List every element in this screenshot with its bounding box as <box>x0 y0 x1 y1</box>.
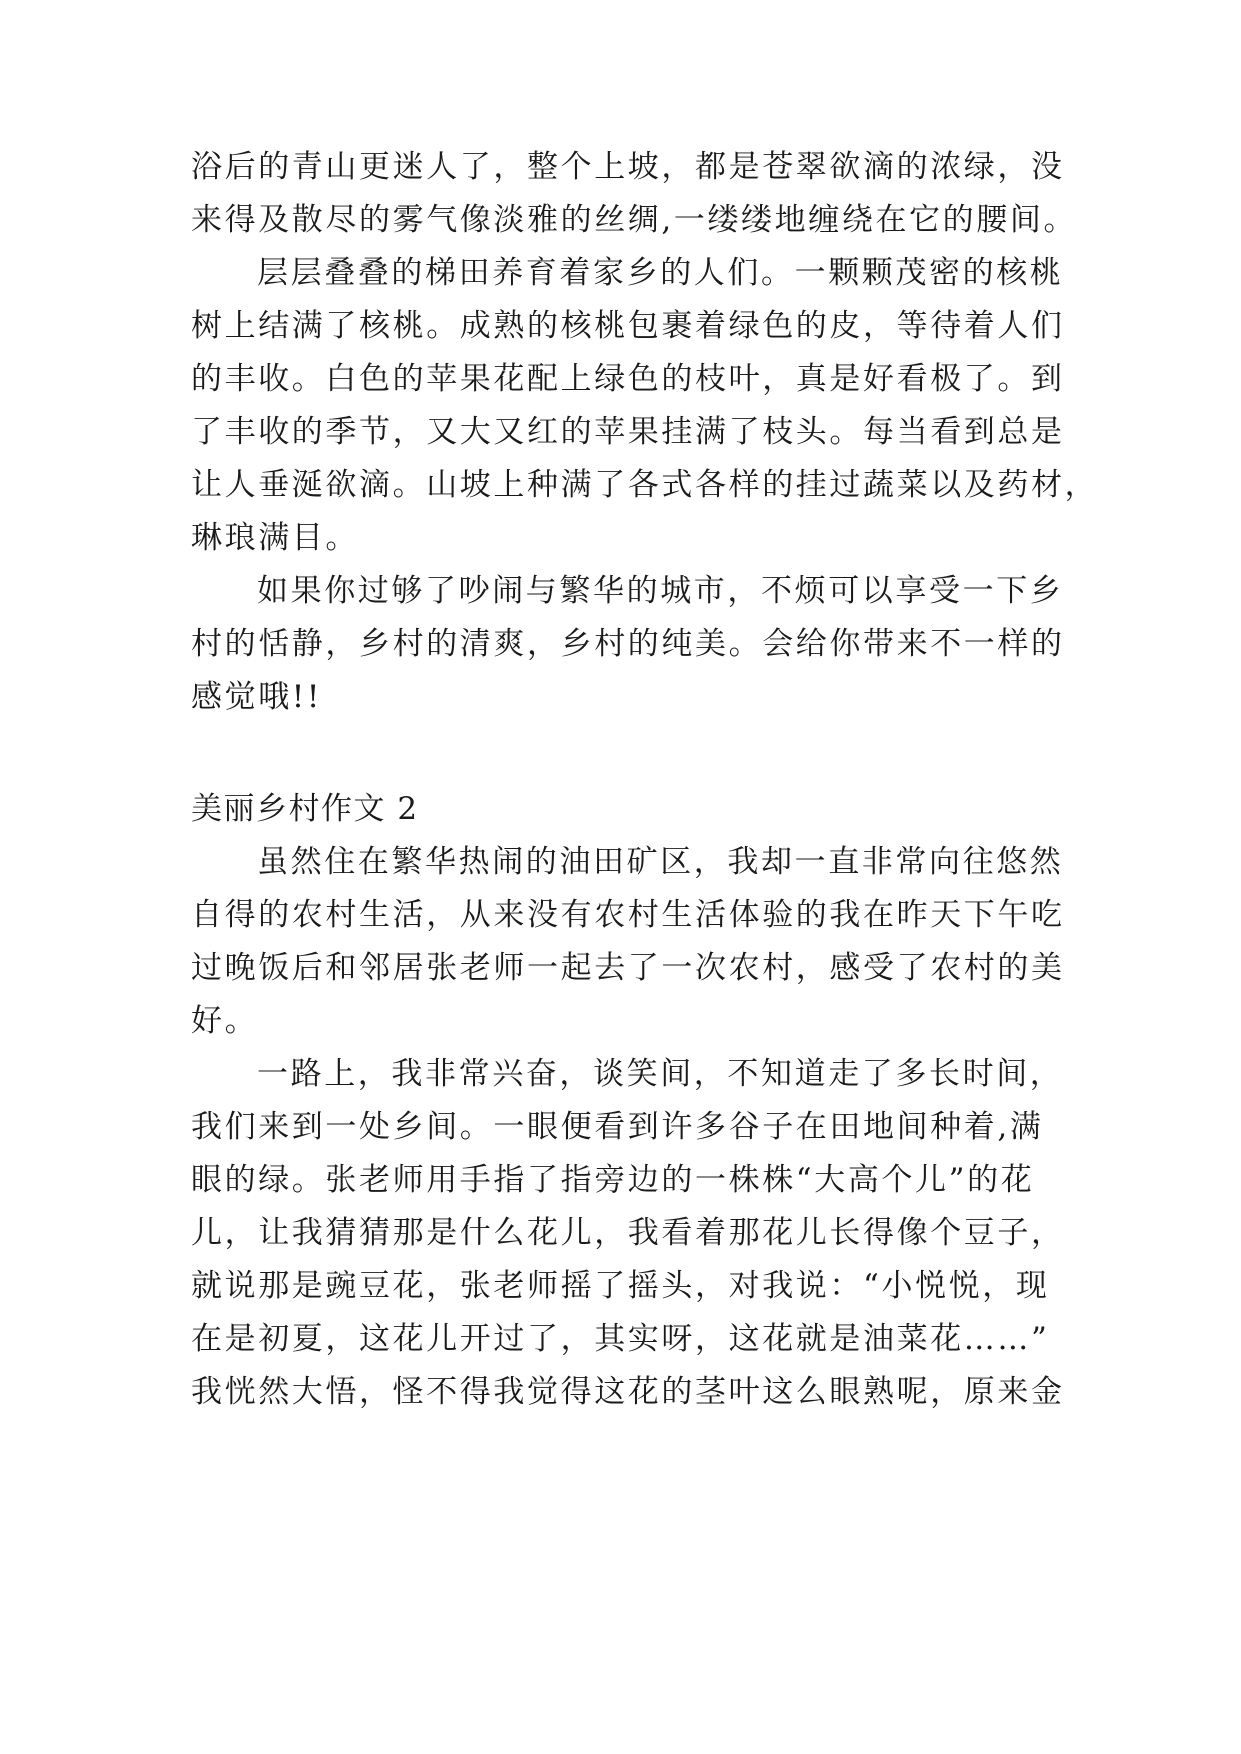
text-line: 感觉哦!! <box>191 679 322 715</box>
paragraph-start-line: 一路上，我非常兴奋，谈笑间，不知道走了多长时间， <box>257 1056 1064 1092</box>
text-line: 浴后的青山更迷人了，整个上坡，都是苍翠欲滴的浓绿，没 <box>191 149 1065 185</box>
text-line: 儿，让我猜猜那是什么花儿，我看着那花儿长得像个豆子， <box>191 1215 1065 1251</box>
paragraph-start-line: 层层叠叠的梯田养育着家乡的人们。一颗颗茂密的核桃 <box>257 255 1064 291</box>
text-line: 我恍然大悟，怪不得我觉得这花的茎叶这么眼熟呢，原来金 <box>191 1374 1065 1410</box>
paragraph-start-line: 虽然住在繁华热闹的油田矿区，我却一直非常向往悠然 <box>257 844 1064 880</box>
text-line: 的丰收。白色的苹果花配上绿色的枝叶，真是好看极了。到 <box>191 361 1065 397</box>
text-line: 就说那是豌豆花，张老师摇了摇头，对我说：“小悦悦，现 <box>191 1268 1050 1304</box>
text-line: 眼的绿。张老师用手指了指旁边的一株株“大高个儿”的花 <box>191 1162 1035 1198</box>
section-heading: 美丽乡村作文 2 <box>191 791 419 827</box>
text-line: 了丰收的季节，又大又红的苹果挂满了枝头。每当看到总是 <box>191 414 1065 450</box>
text-line: 在是初夏，这花儿开过了，其实呀，这花就是油菜花……” <box>191 1321 1050 1357</box>
paragraph-start-line: 如果你过够了吵闹与繁华的城市，不烦可以享受一下乡 <box>257 573 1064 609</box>
text-line: 我们来到一处乡间。一眼便看到许多谷子在田地间种着,满 <box>191 1109 1044 1145</box>
text-line: 琳琅满目。 <box>191 520 359 556</box>
text-line: 村的恬静，乡村的清爽，乡村的纯美。会给你带来不一样的 <box>191 626 1065 662</box>
text-line: 让人垂涎欲滴。山坡上种满了各式各样的挂过蔬菜以及药材， <box>191 467 1099 503</box>
text-line: 来得及散尽的雾气像淡雅的丝绸,一缕缕地缠绕在它的腰间。 <box>191 202 1078 238</box>
text-line: 自得的农村生活，从来没有农村生活体验的我在昨天下午吃 <box>191 897 1065 933</box>
text-line: 过晚饭后和邻居张老师一起去了一次农村，感受了农村的美 <box>191 950 1065 986</box>
text-line: 好。 <box>191 1003 259 1039</box>
text-line: 树上结满了核桃。成熟的核桃包裹着绿色的皮，等待着人们 <box>191 308 1065 344</box>
